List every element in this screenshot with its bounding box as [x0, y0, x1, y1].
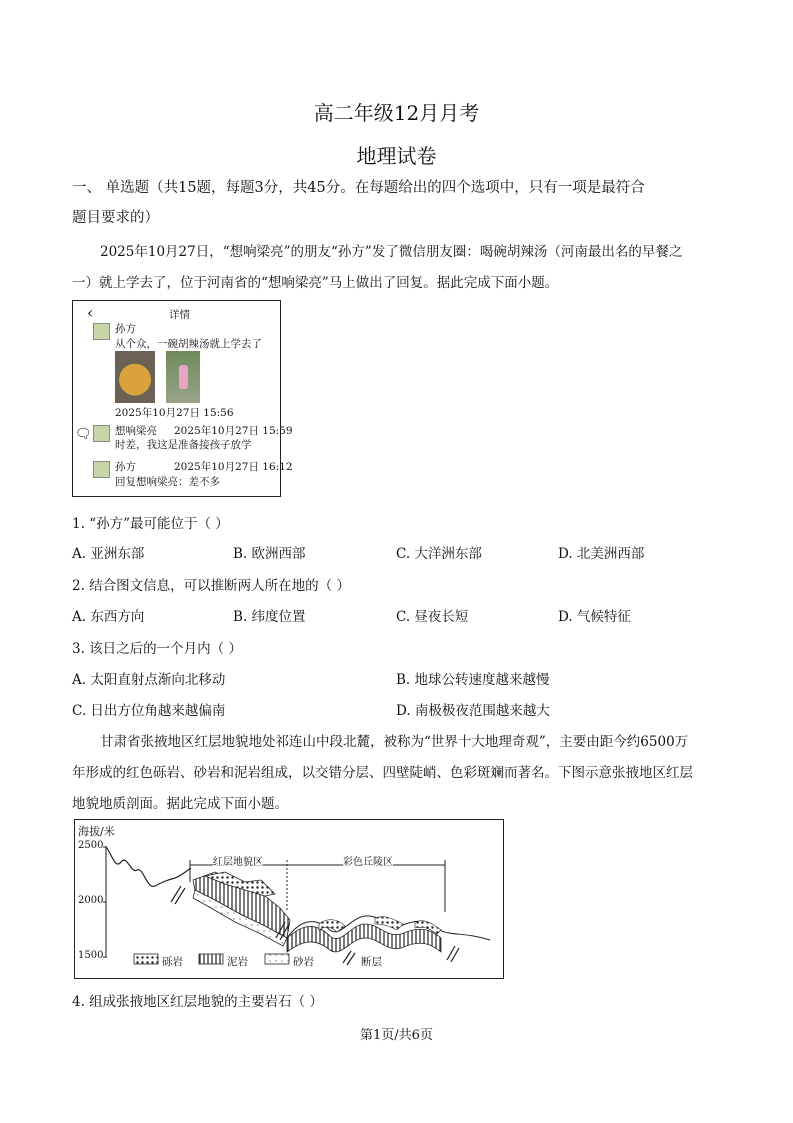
poster-name: 孙方 — [115, 323, 136, 335]
profile-svg — [75, 820, 503, 978]
legend-fault: 断层 — [361, 956, 382, 968]
q1-option-d: D. 北美洲西部 — [558, 546, 645, 562]
intro2-line1: 甘肃省张掖地区红层地貌地处祁连山中段北麓，被称为“世界十大地理奇观”，主要由距今约6500万 — [100, 734, 689, 750]
reply2-text: 回复想响梁亮：差不多 — [115, 476, 220, 488]
page-footer: 第1页/共6页 — [360, 1028, 433, 1043]
q2-option-c: C. 昼夜长短 — [396, 609, 469, 625]
reply1-name: 想响梁亮 — [115, 425, 157, 437]
section-heading-line2: 题目要求的） — [72, 210, 159, 226]
zone-label-red-bed: 红层地貌区 — [213, 853, 263, 868]
intro2-line2: 年形成的红色砾岩、砂岩和泥岩组成，以交错分层、四壁陡峭、色彩斑斓而著名。下图示意张掖地区红层 — [72, 765, 693, 781]
y-tick-1500: 1500 — [78, 950, 104, 961]
back-chevron-icon: ‹ — [87, 303, 94, 322]
avatar — [93, 461, 110, 478]
post-text: 从个众，一碗胡辣汤就上学去了 — [115, 338, 262, 350]
zone-label-color-hills: 彩色丘陵区 — [343, 853, 393, 868]
soup-photo — [115, 351, 155, 403]
wechat-moment-screenshot — [72, 300, 293, 497]
reply2-time: 2025年10月27日 16:12 — [174, 461, 293, 473]
q2-option-a: A. 东西方向 — [72, 609, 145, 625]
section-heading-line1: 一、 单选题（共15题，每题3分，共45分。在每题给出的四个选项中，只有一项是最符合 — [72, 180, 645, 196]
geologic-profile-diagram — [74, 819, 504, 979]
q1-option-a: A. 亚洲东部 — [72, 546, 145, 562]
question-4-stem: 4. 组成张掖地区红层地貌的主要岩石（ ） — [72, 994, 323, 1010]
q3-option-b: B. 地球公转速度越来越慢 — [396, 672, 550, 688]
reply1-time: 2025年10月27日 15:59 — [174, 425, 293, 437]
q3-option-a: A. 太阳直射点渐向北移动 — [72, 672, 226, 688]
reply2-name: 孙方 — [115, 461, 136, 473]
y-tick-2500: 2500 — [78, 840, 104, 851]
post-time: 2025年10月27日 15:56 — [115, 407, 234, 419]
question-3-stem: 3. 该日之后的一个月内（ ） — [72, 641, 242, 657]
q2-option-d: D. 气候特征 — [558, 609, 631, 625]
q1-option-b: B. 欧洲西部 — [233, 546, 306, 562]
y-tick-2000: 2000 — [78, 895, 104, 906]
legend-conglomerate: 砾岩 — [162, 956, 183, 968]
q2-option-b: B. 纬度位置 — [233, 609, 306, 625]
legend-sandstone: 砂岩 — [293, 956, 314, 968]
avatar — [93, 323, 110, 340]
q3-option-d: D. 南极极夜范围越来越大 — [396, 703, 550, 719]
exam-subtitle: 地理试卷 — [356, 144, 437, 168]
q1-option-c: C. 大洋洲东部 — [396, 546, 482, 562]
wechat-header: 详情 — [169, 309, 190, 321]
intro1-line1: 2025年10月27日，“想响梁亮”的朋友“孙方”发了微信朋友圈：喝碗胡辣汤（河南最出名的早餐之 — [100, 244, 683, 260]
student-photo — [166, 351, 200, 403]
y-axis-label: 海拔/米 — [78, 825, 115, 838]
intro2-line3: 地貌地质剖面。据此完成下面小题。 — [72, 796, 288, 812]
avatar — [93, 425, 110, 442]
exam-title: 高二年级12月月考 — [313, 101, 480, 125]
q3-option-c: C. 日出方位角越来越偏南 — [72, 703, 226, 719]
legend-mudstone: 泥岩 — [227, 956, 248, 968]
comment-icon: 🗨 — [75, 427, 92, 442]
reply1-text: 时差，我这是准备接孩子放学 — [115, 439, 252, 451]
intro1-line2: 一）就上学去了，位于河南省的“想响梁亮”马上做出了回复。据此完成下面小题。 — [72, 275, 559, 291]
question-1-stem: 1. “孙方”最可能位于（ ） — [72, 516, 229, 532]
question-2-stem: 2. 结合图文信息，可以推断两人所在地的（ ） — [72, 578, 350, 594]
